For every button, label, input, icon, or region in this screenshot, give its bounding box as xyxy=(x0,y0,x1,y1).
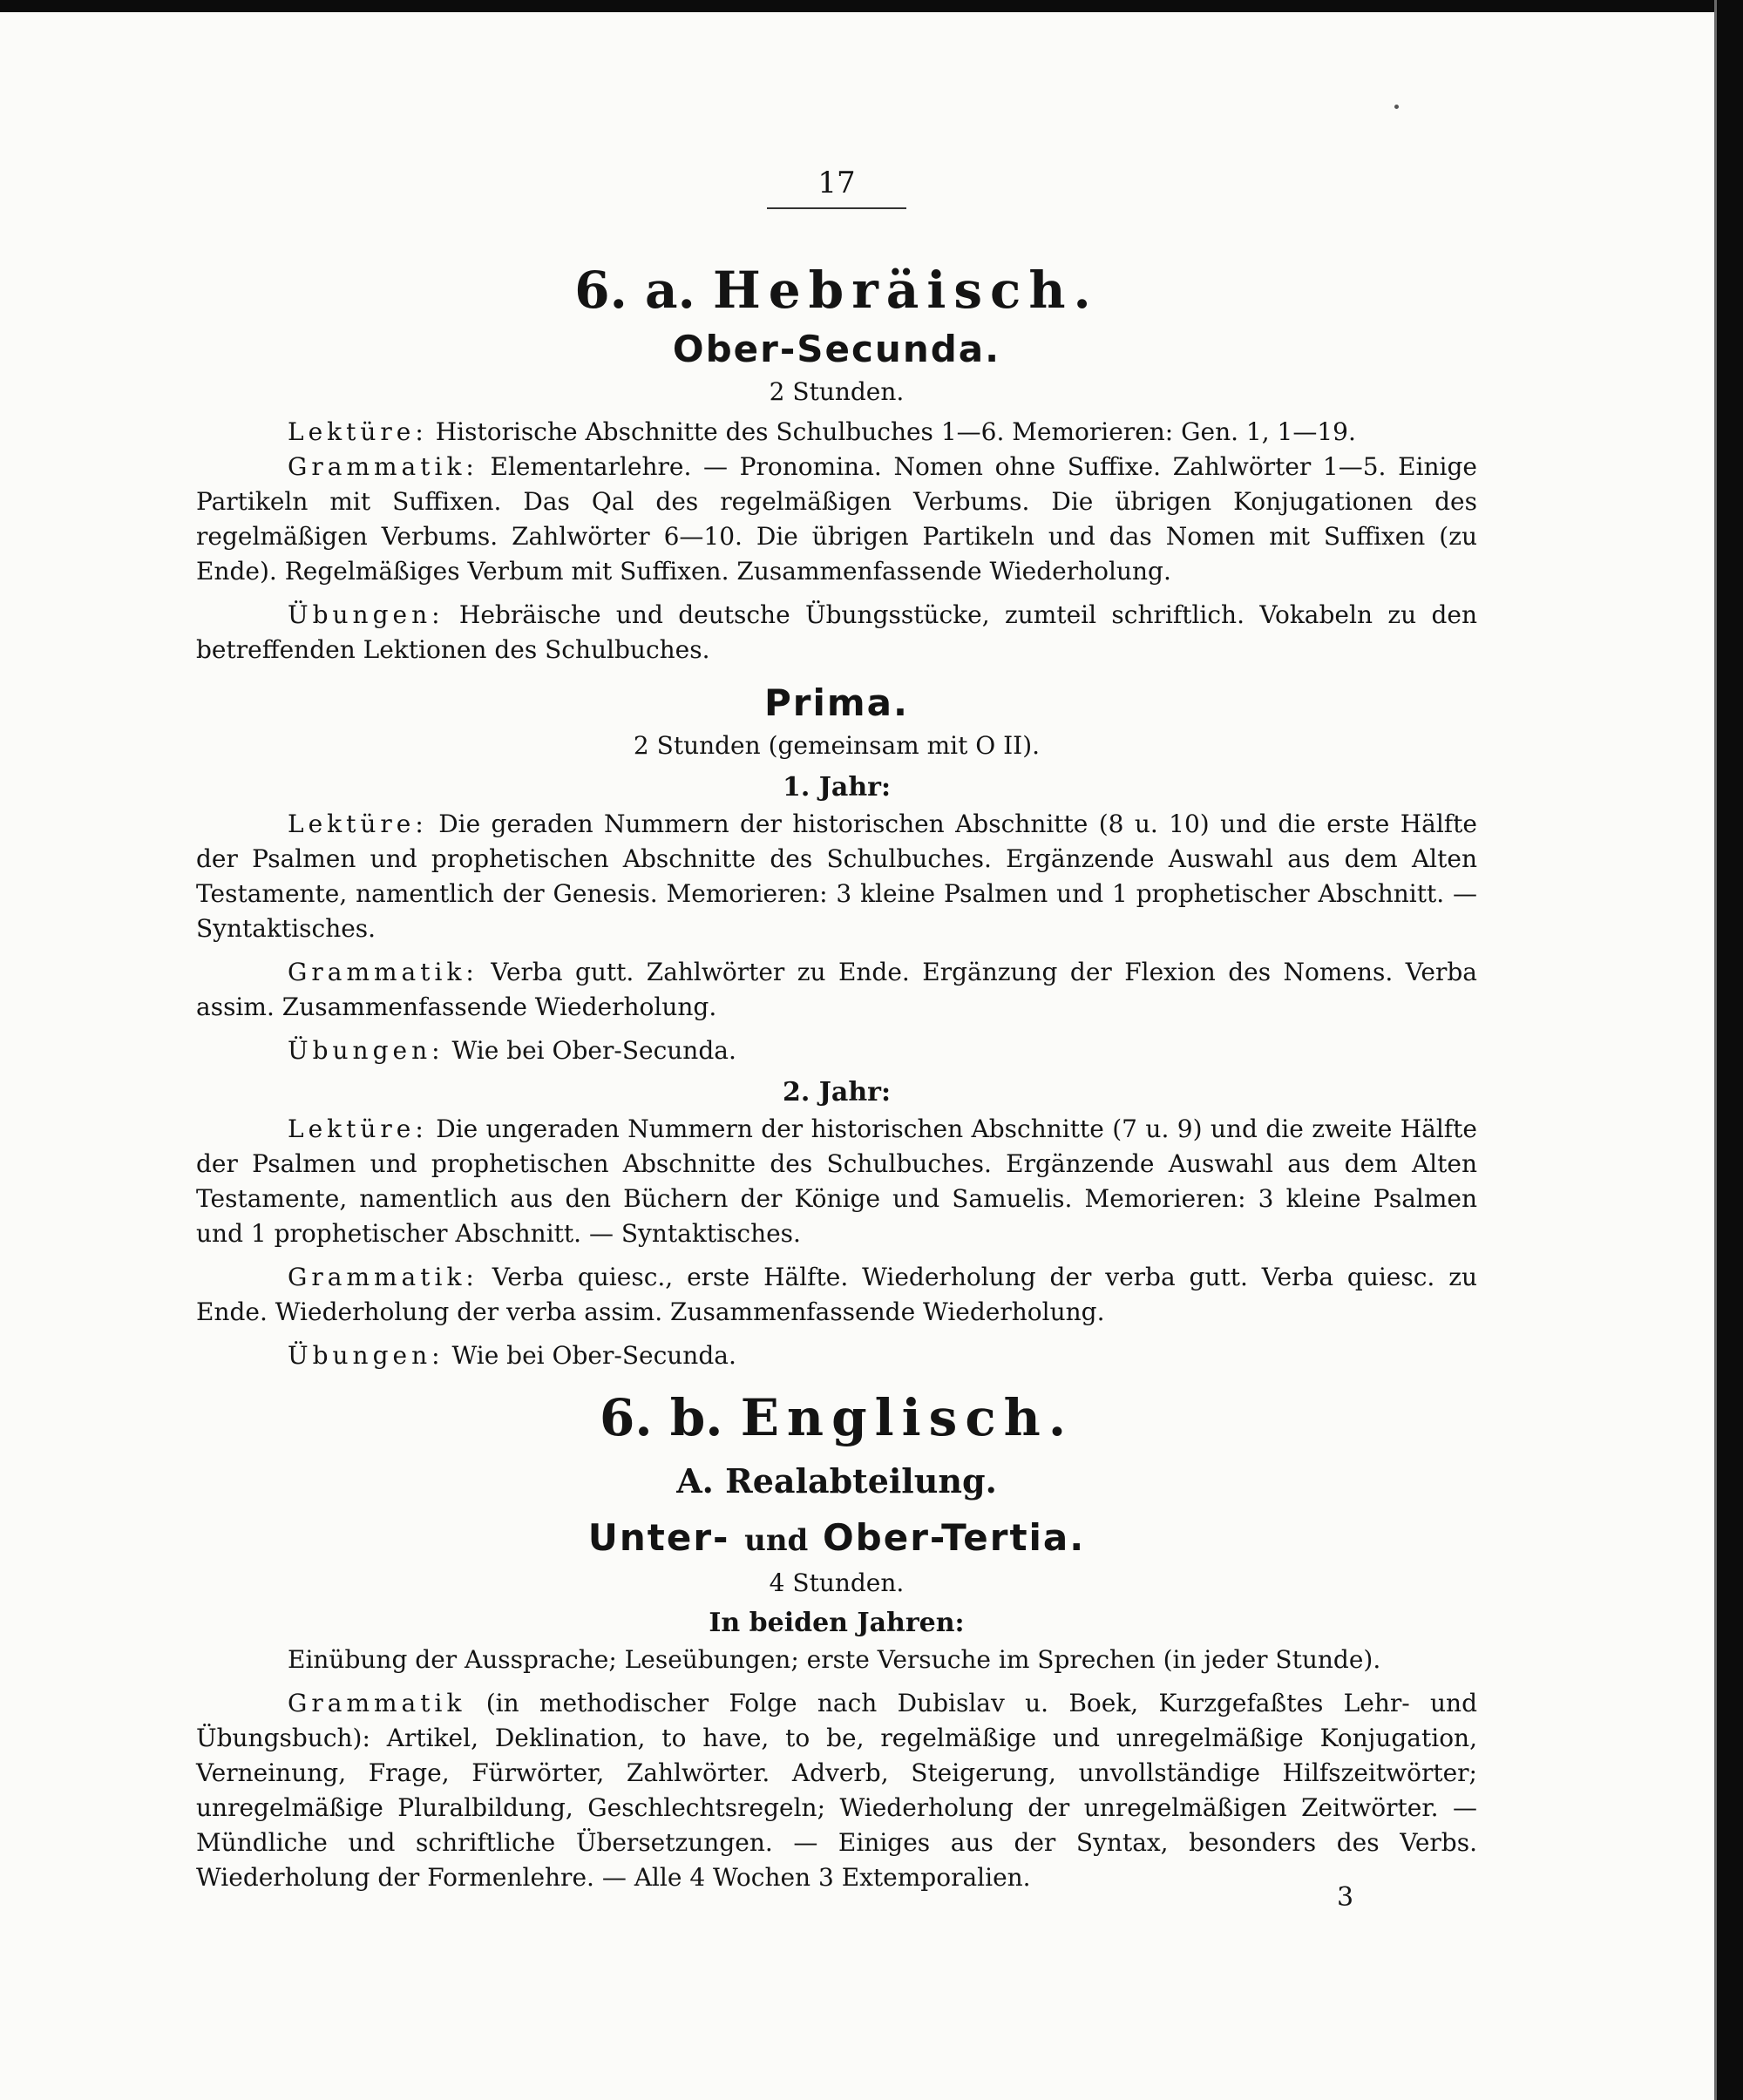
ubungen-label: Übungen: xyxy=(288,1036,444,1065)
ubungen-text: Hebräische und deutsche Übungsstücke, zumteil schriftlich. Vokabeln zu den betreffenden Lektionen des Schulbuches. xyxy=(196,600,1477,664)
grammatik-text: Elementarlehre. — Pronomina. Nomen ohne Suffixe. Zahlwörter 1—5. Einige Partikeln mit Suffixen. Das Qal des regelmäßigen Verbums. Die übrigen Konjugationen des regelmäßigen Verbums. Zahlwörter 6—10. Die übrigen Partikeln und das Nomen mit Suffixen (zu Ende). Regelmäßiges Verbum mit Suffixen. Zusammenfassende Wiederholung. xyxy=(196,452,1477,586)
grammatik-label: Grammatik: xyxy=(288,452,478,481)
prima-year1-grammatik xyxy=(196,955,1477,1025)
prima-hours: 2 Stunden (gemeinsam mit O II). xyxy=(633,731,1041,760)
prima-year1-title: 1. Jahr: xyxy=(782,772,892,803)
lekture-text: Die geraden Nummern der historischen Abschnitte (8 u. 10) und die erste Hälfte der Psalmen und prophetischen Abschnitte des Schulbuches. Ergänzende Auswahl aus dem Alten Testamente, namentlich der Genesis. Memorieren: 3 kleine Psalmen und 1 prophetischer Abschnitt. — Syntaktisches. xyxy=(196,810,1477,943)
prima-year1-ubungen xyxy=(196,1033,1477,1068)
scan-border-top xyxy=(0,0,1743,12)
ubungen-label: Übungen: xyxy=(288,1341,444,1370)
page-number: 17 xyxy=(817,166,856,200)
ubungen-text: Wie bei Ober-Secunda. xyxy=(451,1036,736,1065)
obersecunda-ubungen xyxy=(196,598,1477,667)
prima-year2-ubungen xyxy=(196,1338,1477,1373)
tertia-title-part2: Ober-Tertia. xyxy=(822,1516,1086,1559)
obersecunda-hours: 2 Stunden. xyxy=(769,377,905,406)
grammatik-text: Verba gutt. Zahlwörter zu Ende. Ergänzung der Flexion des Nomens. Verba assim. Zusammenfassende Wiederholung. xyxy=(196,958,1477,1021)
obersecunda-title: Ober-Secunda. xyxy=(672,328,1001,370)
prima-year1-lekture xyxy=(196,807,1477,946)
grammatik-text: Verba quiesc., erste Hälfte. Wiederholung der verba gutt. Verba quiesc. zu Ende. Wiederholung der verba assim. Zusammenfassende Wiederholung. xyxy=(196,1263,1477,1326)
lekture-text: Die ungeraden Nummern der historischen Abschnitte (7 u. 9) und die zweite Hälfte der Psalmen und prophetischen Abschnitte des Schulbuches. Ergänzende Auswahl aus dem Alten Testamente, namentlich aus den Büchern der Könige und Samuelis. Memorieren: 3 kleine Psalmen und 1 prophetischer Abschnitt. — Syntaktisches. xyxy=(196,1114,1477,1248)
lekture-label: Lektüre: xyxy=(288,417,428,446)
prima-title: Prima. xyxy=(764,681,909,724)
tertia-title-und: und xyxy=(744,1523,809,1558)
obersecunda-lekture xyxy=(196,415,1477,450)
sheet-number: 3 xyxy=(1337,1882,1354,1913)
grammatik-label: Grammatik: xyxy=(288,958,478,986)
lekture-text: Historische Abschnitte des Schulbuches 1—6. Memorieren: Gen. 1, 1—19. xyxy=(435,417,1356,446)
hebrew-heading-number: 6. a. xyxy=(574,261,695,320)
english-heading-number: 6. b. xyxy=(599,1388,723,1447)
grammatik-label: Grammatik xyxy=(288,1689,466,1717)
grammatik-label: Grammatik: xyxy=(288,1263,478,1291)
tertia-hours: 4 Stunden. xyxy=(769,1568,905,1597)
prima-year2-title: 2. Jahr: xyxy=(782,1077,892,1108)
lekture-label: Lektüre: xyxy=(288,810,428,838)
ubungen-label: Übungen: xyxy=(288,600,444,629)
prima-year2-grammatik xyxy=(196,1260,1477,1330)
english-subheading: A. Realabteilung. xyxy=(676,1461,997,1500)
english-heading xyxy=(196,1387,1477,1448)
tertia-intro: Einübung der Aussprache; Leseübungen; erste Versuche im Sprechen (in jeder Stunde). xyxy=(288,1645,1381,1674)
grammatik-text: (in methodischer Folge nach Dubislav u. Boek, Kurzgefaßtes Lehr- und Übungsbuch): Artikel, Deklination, to have, to be, regelmäßige und unregelmäßige Konjugation, Verneinung, Frage, Fürwörter, Zahlwörter. Adverb, Steigerung, unvollständige Hilfszeitwörter; unregelmäßige Pluralbildung, Geschlechtsregeln; Wiederholung der unregelmäßigen Zeitwörter. — Mündliche und schriftliche Übersetzungen. — Einiges aus der Syntax, besonders des Verbs. Wiederholung der Formenlehre. — Alle 4 Wochen 3 Extemporalien. xyxy=(196,1689,1478,1892)
page-number-rule xyxy=(767,207,906,209)
english-heading-word: Englisch. xyxy=(740,1388,1075,1447)
obersecunda-grammatik xyxy=(196,450,1477,589)
tertia-title xyxy=(196,1514,1477,1564)
tertia-title-part1: Unter- xyxy=(587,1516,730,1559)
tertia-grammatik xyxy=(196,1686,1477,1895)
hebrew-heading-word: Hebräisch. xyxy=(712,261,1099,320)
prima-year2-lekture xyxy=(196,1112,1477,1251)
page-content xyxy=(196,164,1477,1895)
hebrew-heading xyxy=(196,260,1477,321)
ubungen-text: Wie bei Ober-Secunda. xyxy=(451,1341,736,1370)
lekture-label: Lektüre: xyxy=(288,1114,428,1143)
scan-border-right xyxy=(1717,0,1743,2100)
tertia-both-years: In beiden Jahren: xyxy=(709,1608,965,1638)
scan-speck xyxy=(1394,105,1399,109)
